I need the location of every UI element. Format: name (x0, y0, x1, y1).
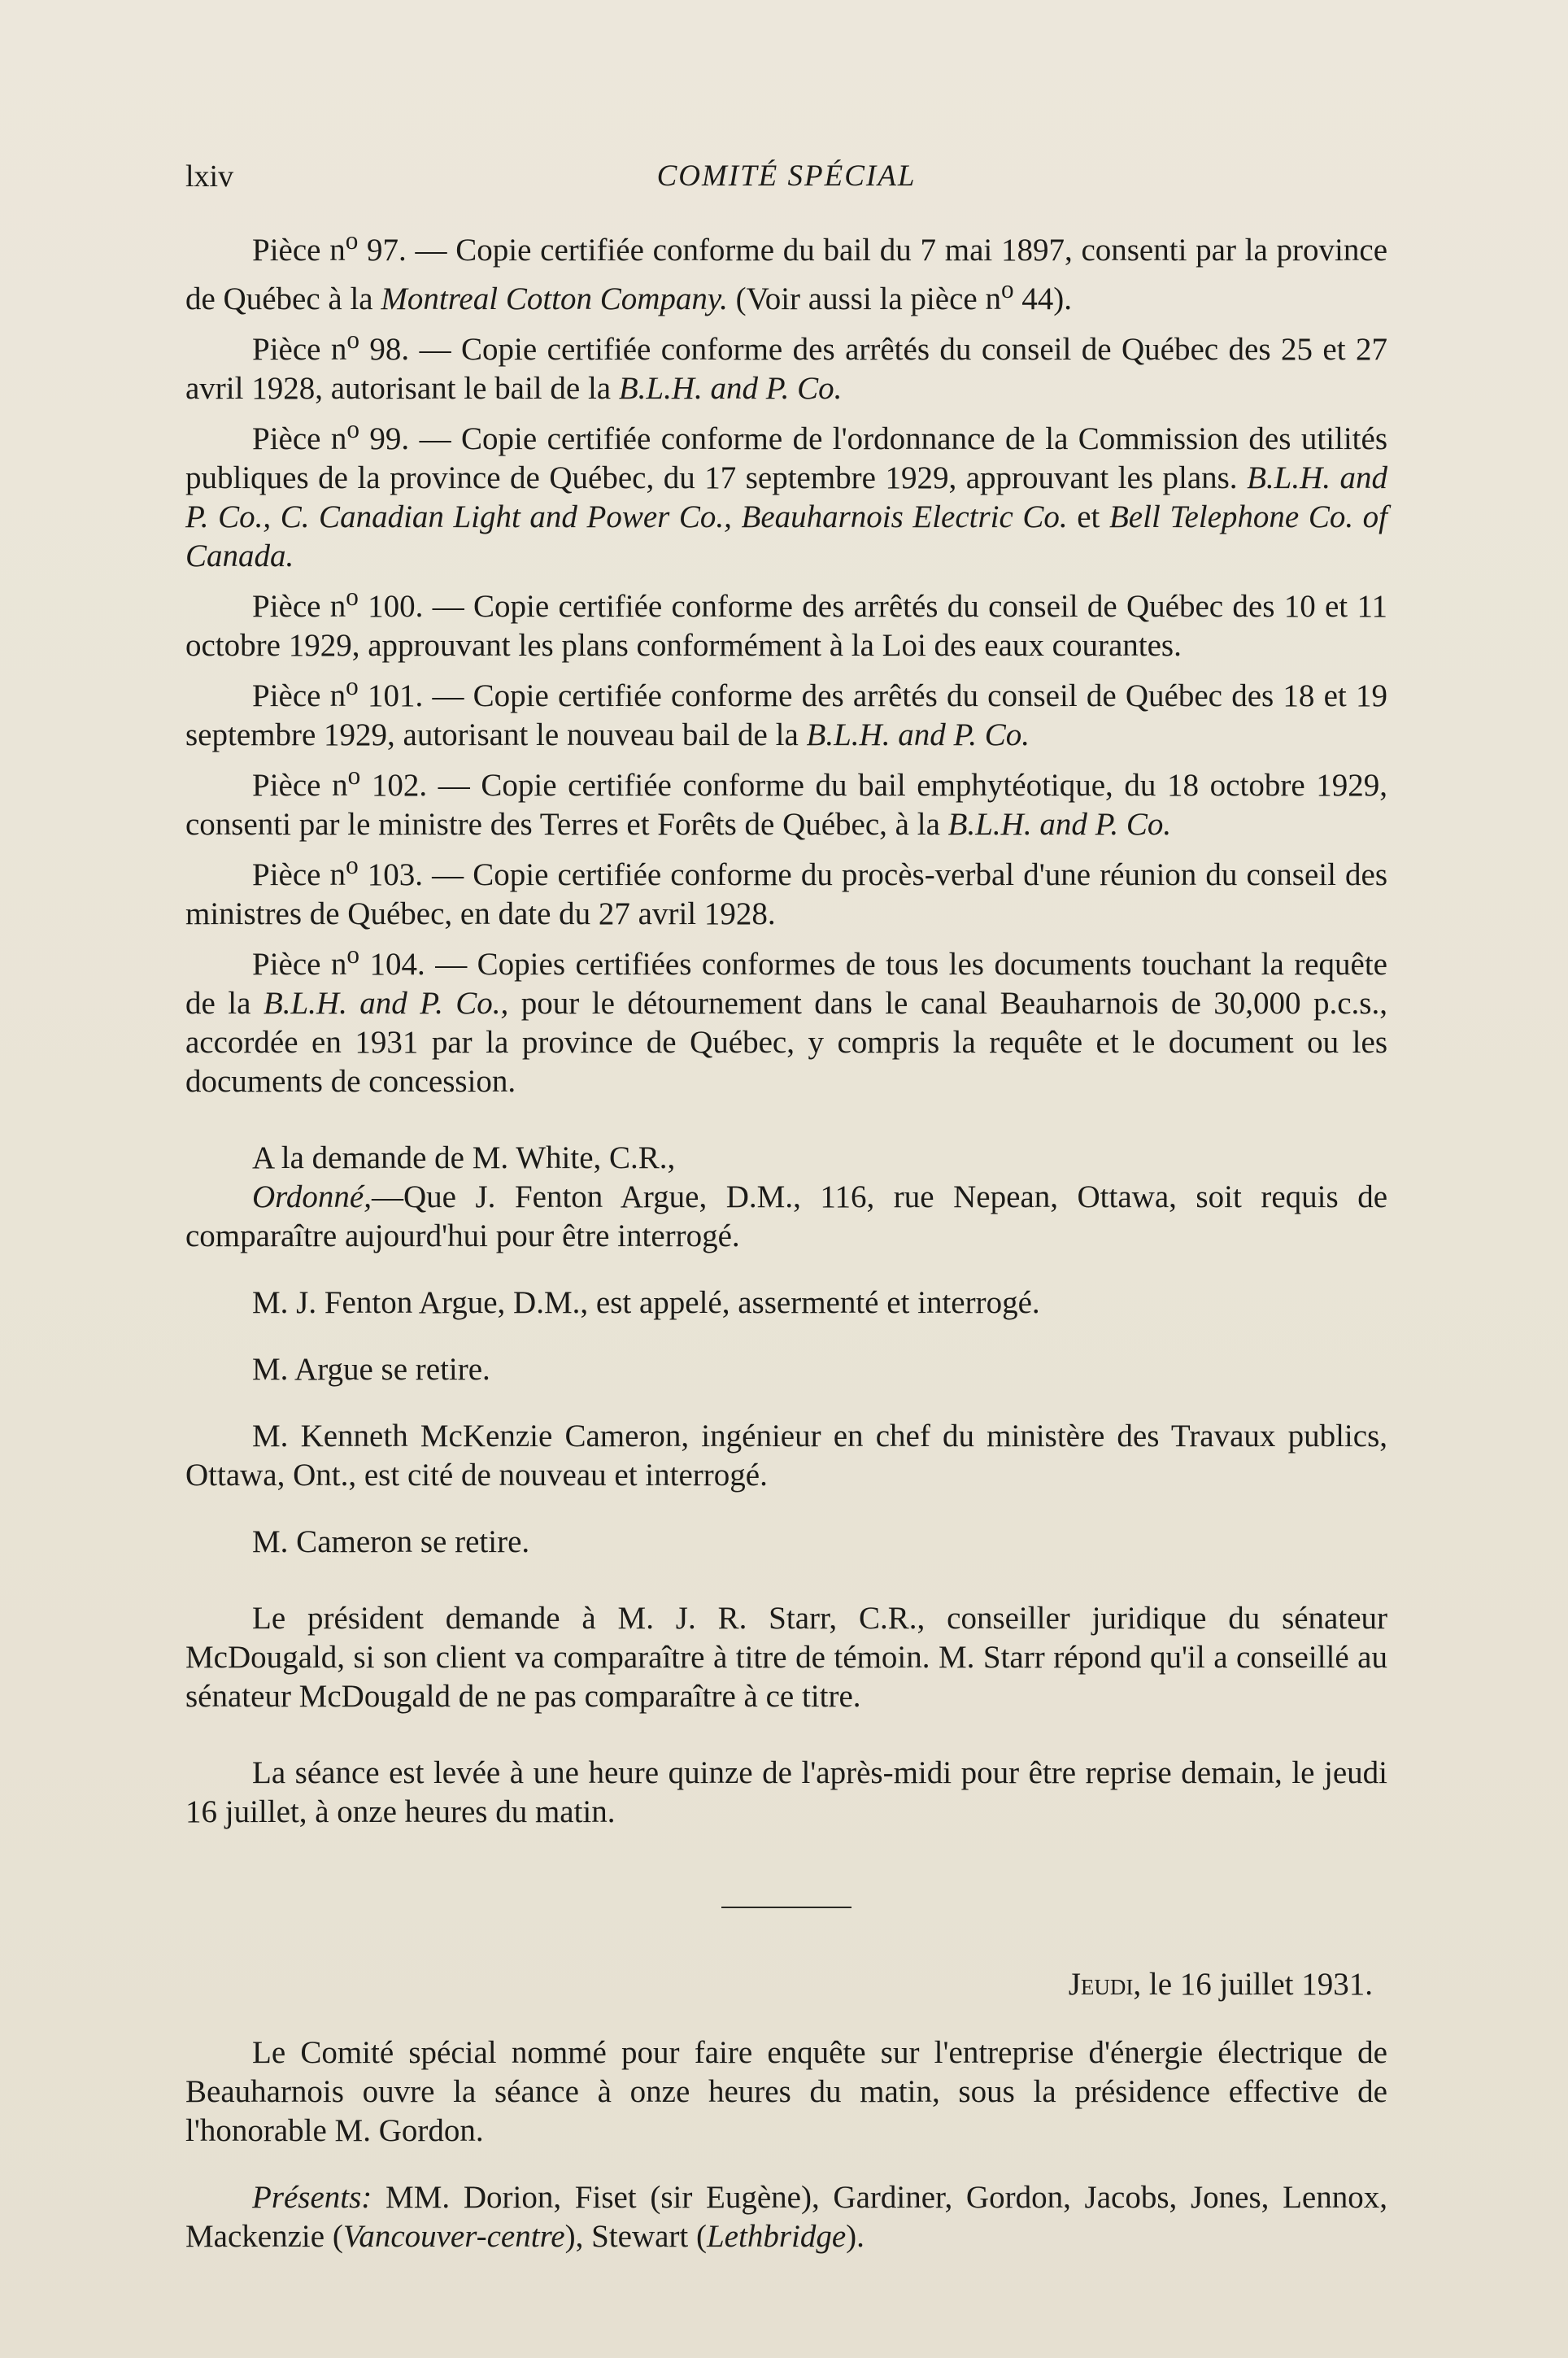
adjournment-paragraph: La séance est levée à une heure quinze de l'après-midi pour être reprise demain, le jeudi 16 juillet, à onze heures du matin. (185, 1755, 1387, 1829)
session-opening: Le Comité spécial nommé pour faire enquête sur l'entreprise d'énergie électrique de Beauharnois ouvre la séance à onze heures du matin, sous la présidence effective de l'honorable M. Gordon. (185, 2035, 1387, 2148)
president-paragraph: Le président demande à M. J. R. Starr, C.R., conseiller juridique du sénateur McDougald, si son client va comparaître à titre de témoin. M. Starr répond qu'il a conseillé au sénateur McDougald de ne pas comparaître à ce titre. (185, 1601, 1387, 1714)
session-dateline: Jeudi, le 16 juillet 1931. (1068, 1967, 1373, 2002)
witness-retires-argue: M. Argue se retire. (252, 1352, 490, 1387)
order-paragraph: Ordonné,—Que J. Fenton Argue, D.M., 116, rue Nepean, Ottawa, soit requis de comparaître aujourd'hui pour être interrogé. (185, 1179, 1387, 1253)
members-present: Présents: MM. Dorion, Fiset (sir Eugène), Gardiner, Gordon, Jacobs, Jones, Lennox, Mackenzie (Vancouver-centre), Stewart (Lethbridge). (185, 2180, 1387, 2254)
witness-cameron: M. Kenneth McKenzie Cameron, ingénieur en chef du ministère des Travaux publics, Ottawa, Ont., est cité de nouveau et interrogé. (185, 1419, 1387, 1493)
exhibit-99: Pièce $n^o$ 99. — Copie certifiée conforme de l'ordonnance de la Commission des utilités publiques de la province de Québec, du 17 septembre 1929, approuvant les plans. B.L.H. and P. Co., C. Canadian Light and Power Co., Beauharnois Electric Co. et Bell Telephone Co. of Canada. (185, 415, 1388, 573)
exhibit-101: Pièce $n^o$ 101. — Copie certifiée conforme des arrêtés du conseil de Québec des 18 et 19 septembre 1929, autorisant le nouveau bail de la B.L.H. and P. Co. (185, 672, 1387, 752)
exhibit-104: Pièce $n^o$ 104. — Copies certifiées conformes de tous les documents touchant la requête de la B.L.H. and P. Co., pour le détournement dans le canal Beauharnois de 30,000 p.c.s., accordée en 1931 par la province de Québec, y compris la requête et le document ou les documents de concession. (185, 940, 1387, 1099)
page-folio: lxiv (185, 159, 234, 194)
running-title: COMITÉ SPÉCIAL (656, 159, 917, 193)
page-header (185, 159, 1387, 199)
exhibit-100: Pièce $n^o$ 100. — Copie certifiée conforme des arrêtés du conseil de Québec des 10 et 11 octobre 1929, approuvant les plans conformément à la Loi des eaux courantes. (185, 582, 1387, 663)
exhibit-97: Pièce $n^o$ 97. — Copie certifiée conforme du bail du 7 mai 1897, consenti par la province de Québec à la Montreal Cotton Company. (Voir aussi la pièce $n^o$ 44). (185, 226, 1388, 316)
request-line: A la demande de M. White, C.R., (252, 1140, 676, 1175)
page-body (185, 221, 1387, 2256)
witness-retires-cameron: M. Cameron se retire. (252, 1524, 530, 1559)
exhibit-103: Pièce $n^o$ 103. — Copie certifiée conforme du procès-verbal d'une réunion du conseil des ministres de Québec, en date du 27 avril 1928. (185, 851, 1388, 931)
exhibit-102: Pièce $n^o$ 102. — Copie certifiée conforme du bail emphytéotique, du 18 octobre 1929, consenti par le ministre des Terres et Forêts de Québec, à la B.L.H. and P. Co. (185, 761, 1388, 842)
section-divider (721, 1907, 852, 1908)
witness-called: M. J. Fenton Argue, D.M., est appelé, assermenté et interrogé. (252, 1285, 1040, 1320)
exhibit-98: Pièce $n^o$ 98. — Copie certifiée conforme des arrêtés du conseil de Québec des 25 et 27 avril 1928, autorisant le bail de la B.L.H. and P. Co. (185, 325, 1387, 406)
